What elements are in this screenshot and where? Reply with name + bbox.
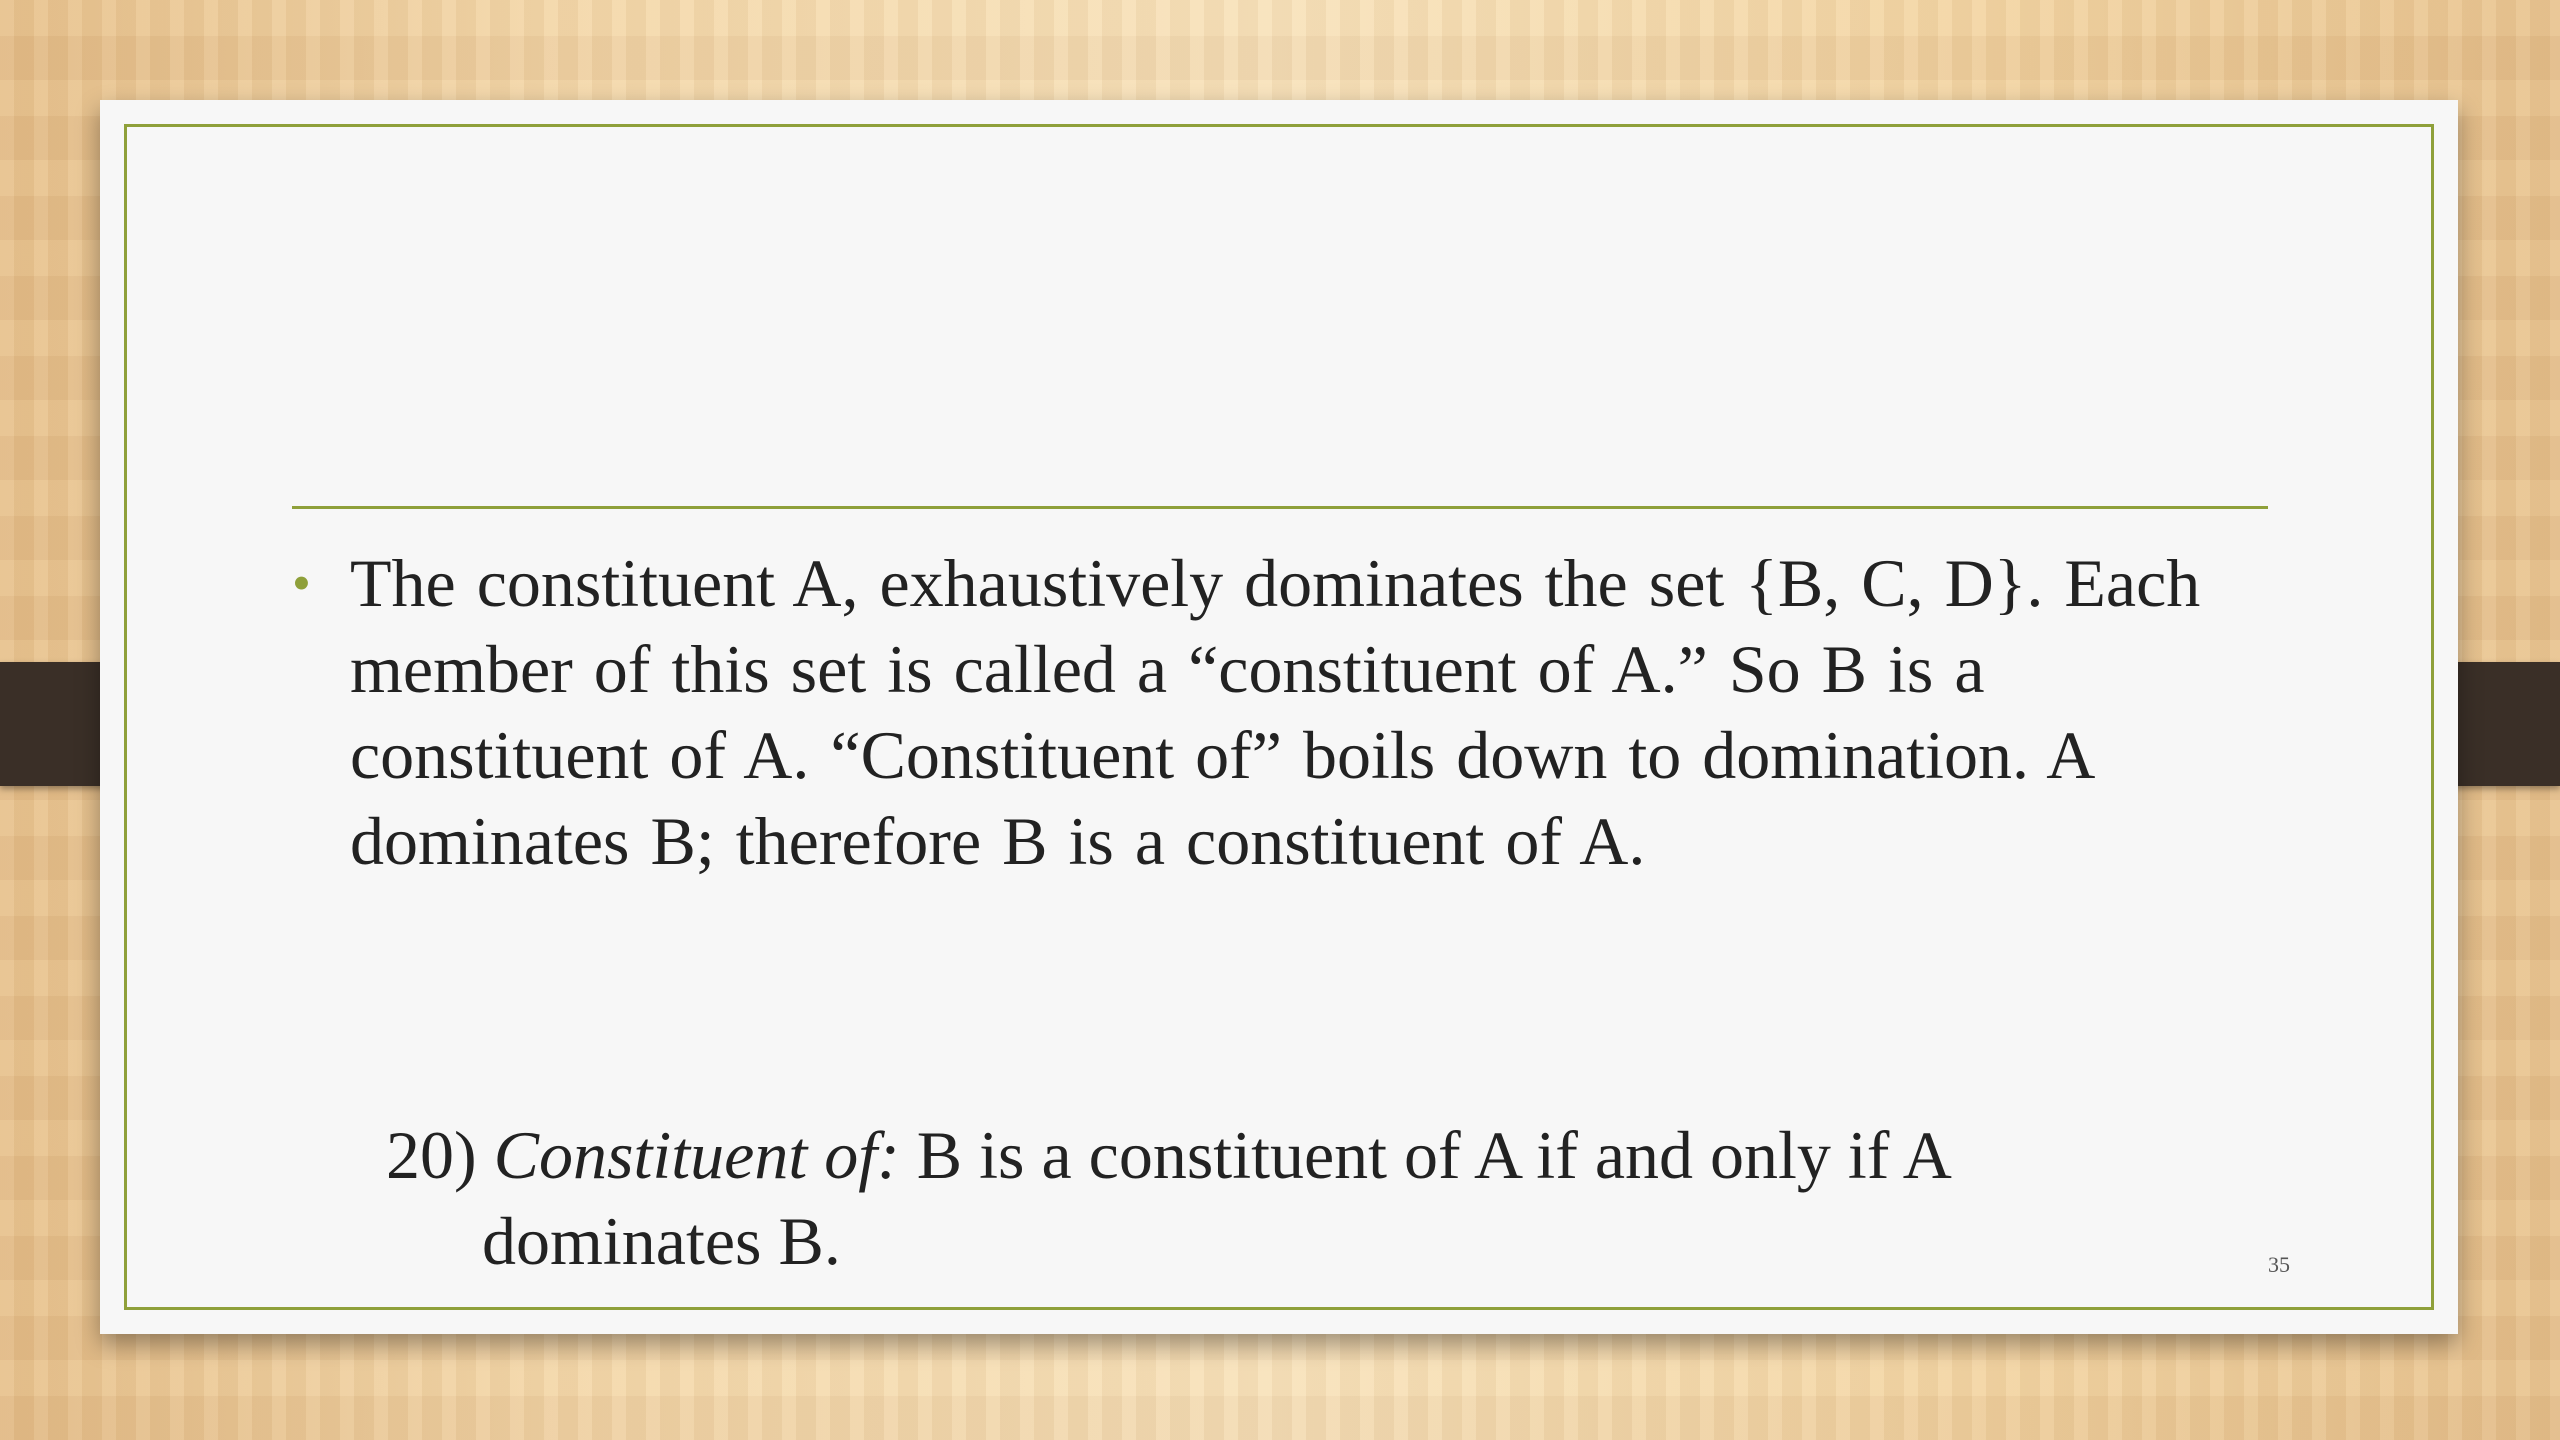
title-divider	[292, 506, 2268, 509]
bullet-marker: •	[292, 553, 311, 613]
definition-number: 20)	[386, 1117, 494, 1193]
slide-number: 35	[2268, 1252, 2290, 1277]
bullet-item	[292, 540, 2242, 884]
definition-text-line2: dominates B.	[482, 1203, 841, 1279]
definition-term: Constituent of:	[493, 1117, 900, 1193]
slide	[100, 100, 2458, 1334]
definition-text-line1: B is a constituent of A if and only if A	[899, 1117, 1952, 1193]
definition-20	[386, 1112, 2286, 1284]
bullet-text: The constituent A, exhaustively dominates the set {B, C, D}. Each member of this set is called a “constituent of A.” So B is a constituent of A. “Constituent of” boils down to domination. A dominates B; therefore B is a constituent of A.	[350, 545, 2201, 879]
